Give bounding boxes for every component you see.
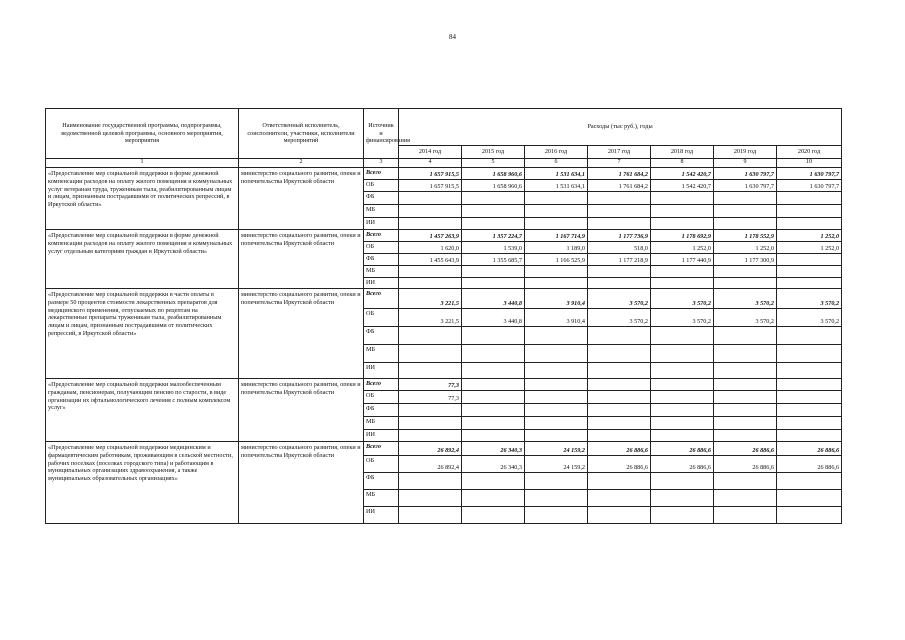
amount-cell	[525, 430, 588, 442]
amount-cell	[588, 490, 651, 507]
amount-cell: 26 886,6	[714, 456, 777, 473]
amount-cell	[777, 345, 842, 363]
amount-cell	[525, 379, 588, 391]
amount-cell	[399, 278, 462, 289]
measure-name: «Предоставление мер социальной поддержки в форме денежной компенсации расходов на оплату жилого помещения и коммунальных услуг ветеранам труда, труженикам тыла, реабилитированным лицам и лицам, признанным пострадавшими от политических репрессий, в Иркутской области»	[46, 168, 239, 230]
column-number: 7	[588, 159, 651, 168]
funding-source: Всего	[364, 168, 399, 180]
measure-name: «Предоставление мер социальной поддержки малообеспеченным гражданам, пенсионерам, получающим пенсию по старости, в виде организации их офтальмологического лечения с полным комплексом услуг»	[46, 379, 239, 442]
amount-cell: 1 630 797,7	[714, 180, 777, 192]
amount-cell: 1 620,0	[399, 242, 462, 254]
amount-cell: 3 221,5	[399, 309, 462, 327]
amount-cell: 3 570,2	[651, 309, 714, 327]
amount-cell: 1 658 960,6	[462, 180, 525, 192]
amount-cell	[777, 430, 842, 442]
amount-cell	[777, 192, 842, 205]
amount-cell: 1 657 915,5	[399, 180, 462, 192]
amount-cell	[714, 327, 777, 345]
amount-cell: 3 440,8	[462, 309, 525, 327]
amount-cell: 24 159,2	[525, 442, 588, 456]
funding-source: ФБ	[364, 473, 399, 490]
amount-cell: 518,0	[588, 242, 651, 254]
amount-cell: 1 657 915,5	[399, 168, 462, 180]
amount-cell: 1 252,0	[651, 242, 714, 254]
amount-cell: 26 886,6	[777, 442, 842, 456]
amount-cell	[525, 192, 588, 205]
column-number: 4	[399, 159, 462, 168]
funding-source: Всего	[364, 379, 399, 391]
amount-cell: 1 455 643,9	[399, 254, 462, 266]
amount-cell: 1 531 634,1	[525, 168, 588, 180]
amount-cell	[777, 327, 842, 345]
amount-cell	[588, 379, 651, 391]
amount-cell	[525, 363, 588, 379]
amount-cell: 3 910,4	[525, 309, 588, 327]
amount-cell	[525, 404, 588, 417]
amount-cell: 3 221,5	[399, 289, 462, 309]
header-expenses: Расходы (тыс руб.), годы	[399, 109, 842, 146]
amount-cell	[651, 379, 714, 391]
funding-source: МБ	[364, 345, 399, 363]
amount-cell	[777, 254, 842, 266]
amount-cell	[777, 205, 842, 218]
funding-source: Всего	[364, 442, 399, 456]
column-number: 10	[777, 159, 842, 168]
amount-cell	[651, 490, 714, 507]
amount-cell: 1 761 684,2	[588, 180, 651, 192]
amount-cell	[651, 192, 714, 205]
amount-cell: 1 252,0	[714, 242, 777, 254]
amount-cell	[588, 473, 651, 490]
funding-source: ИИ	[364, 507, 399, 524]
funding-source: ИИ	[364, 430, 399, 442]
amount-cell: 1 177 218,9	[588, 254, 651, 266]
amount-cell	[714, 430, 777, 442]
amount-cell: 1 252,0	[777, 230, 842, 242]
amount-cell	[525, 345, 588, 363]
amount-cell	[777, 417, 842, 430]
amount-cell	[651, 266, 714, 278]
amount-cell: 26 886,6	[651, 442, 714, 456]
amount-cell	[462, 192, 525, 205]
amount-cell	[525, 327, 588, 345]
amount-cell	[714, 192, 777, 205]
amount-cell	[777, 507, 842, 524]
amount-cell	[777, 363, 842, 379]
amount-cell: 77,3	[399, 379, 462, 391]
amount-cell	[588, 327, 651, 345]
funding-source: ФБ	[364, 254, 399, 266]
amount-cell	[399, 192, 462, 205]
budget-table	[45, 108, 842, 524]
amount-cell	[399, 266, 462, 278]
amount-cell: 3 440,8	[462, 289, 525, 309]
amount-cell	[525, 278, 588, 289]
amount-cell: 1 457 263,9	[399, 230, 462, 242]
amount-cell	[588, 218, 651, 230]
amount-cell	[462, 266, 525, 278]
funding-source: Всего	[364, 230, 399, 242]
amount-cell: 1 177 300,9	[714, 254, 777, 266]
amount-cell	[462, 363, 525, 379]
amount-cell: 1 167 714,9	[525, 230, 588, 242]
amount-cell	[462, 205, 525, 218]
header-year: 2016 год	[525, 146, 588, 159]
funding-source: ОБ	[364, 242, 399, 254]
amount-cell: 1 177 440,9	[651, 254, 714, 266]
amount-cell: 1 531 634,1	[525, 180, 588, 192]
amount-cell: 1 630 797,7	[777, 168, 842, 180]
amount-cell	[588, 363, 651, 379]
amount-cell	[714, 363, 777, 379]
amount-cell	[525, 507, 588, 524]
header-year: 2015 год	[462, 146, 525, 159]
amount-cell	[714, 205, 777, 218]
amount-cell	[777, 391, 842, 404]
amount-cell	[714, 278, 777, 289]
amount-cell	[714, 417, 777, 430]
amount-cell: 1 357 224,7	[462, 230, 525, 242]
amount-cell	[399, 507, 462, 524]
measure-name: «Предоставление мер социальной поддержки медицинским и фармацевтическим работникам, проживающим в сельской местности, рабочих поселках (поселках городского типа) и работающим в муниципальных организациях здравоохранения, а также муниципальных образовательных организациях»	[46, 442, 239, 524]
amount-cell	[399, 473, 462, 490]
funding-source: МБ	[364, 490, 399, 507]
amount-cell	[777, 266, 842, 278]
amount-cell	[714, 507, 777, 524]
measure-name: «Предоставление мер социальной поддержки в форме денежной компенсации расходов на оплату жилого помещения и коммунальных услуг отдельным категориям граждан в Иркутской области»	[46, 230, 239, 289]
amount-cell	[588, 417, 651, 430]
amount-cell	[714, 490, 777, 507]
amount-cell	[651, 205, 714, 218]
amount-cell	[399, 417, 462, 430]
funding-source: ОБ	[364, 391, 399, 404]
amount-cell: 26 892,4	[399, 442, 462, 456]
amount-cell	[399, 404, 462, 417]
header-executor: Ответственный исполнитель, соисполнители, участники, исполнители мероприятий	[239, 109, 364, 159]
amount-cell	[525, 218, 588, 230]
table-row	[46, 230, 842, 242]
header-year: 2017 год	[588, 146, 651, 159]
amount-cell	[651, 473, 714, 490]
amount-cell: 1 178 552,9	[714, 230, 777, 242]
amount-cell: 1 542 420,7	[651, 168, 714, 180]
column-number: 1	[46, 159, 239, 168]
amount-cell	[462, 327, 525, 345]
column-number: 2	[239, 159, 364, 168]
amount-cell	[525, 391, 588, 404]
amount-cell	[651, 417, 714, 430]
amount-cell	[399, 345, 462, 363]
measure-executor: министерство социального развития, опеки и попечительства Иркутской области	[239, 442, 364, 524]
amount-cell	[651, 363, 714, 379]
funding-source: ФБ	[364, 192, 399, 205]
amount-cell: 1 355 685,7	[462, 254, 525, 266]
funding-source: ОБ	[364, 309, 399, 327]
amount-cell: 26 886,6	[651, 456, 714, 473]
amount-cell: 1 252,0	[777, 242, 842, 254]
measure-executor: министерство социального развития, опеки и попечительства Иркутской области	[239, 168, 364, 230]
amount-cell	[462, 404, 525, 417]
table-row	[46, 168, 842, 180]
amount-cell	[714, 266, 777, 278]
amount-cell	[462, 490, 525, 507]
amount-cell: 1 178 692,9	[651, 230, 714, 242]
amount-cell	[588, 507, 651, 524]
amount-cell: 26 892,4	[399, 456, 462, 473]
funding-source: МБ	[364, 417, 399, 430]
amount-cell: 24 159,2	[525, 456, 588, 473]
funding-source: ОБ	[364, 456, 399, 473]
header-program-name: Наименование государственной программы, подпрограммы, ведомственной целевой программы, основного мероприятия, мероприятия	[46, 109, 239, 159]
amount-cell: 1 630 797,7	[777, 180, 842, 192]
amount-cell: 3 570,2	[714, 309, 777, 327]
table-row	[46, 442, 842, 456]
amount-cell	[777, 404, 842, 417]
header-year: 2014 год	[399, 146, 462, 159]
amount-cell: 1 761 684,2	[588, 168, 651, 180]
amount-cell	[399, 490, 462, 507]
amount-cell	[651, 507, 714, 524]
amount-cell	[777, 379, 842, 391]
measure-executor: министерство социального развития, опеки и попечительства Иркутской области	[239, 289, 364, 379]
amount-cell	[525, 417, 588, 430]
header-source: Источник и финансирования	[364, 109, 399, 159]
amount-cell: 26 340,3	[462, 456, 525, 473]
amount-cell: 26 886,6	[714, 442, 777, 456]
amount-cell: 3 570,2	[777, 289, 842, 309]
amount-cell	[651, 278, 714, 289]
amount-cell	[714, 404, 777, 417]
amount-cell	[714, 345, 777, 363]
amount-cell	[462, 417, 525, 430]
amount-cell	[462, 391, 525, 404]
amount-cell: 1 166 525,9	[525, 254, 588, 266]
column-number: 3	[364, 159, 399, 168]
amount-cell	[588, 345, 651, 363]
amount-cell	[777, 490, 842, 507]
amount-cell	[651, 345, 714, 363]
amount-cell	[777, 473, 842, 490]
table-row	[46, 379, 842, 391]
funding-source: ФБ	[364, 404, 399, 417]
amount-cell	[588, 192, 651, 205]
funding-source: Всего	[364, 289, 399, 309]
funding-source: ОБ	[364, 180, 399, 192]
page-number: 84	[449, 33, 456, 41]
amount-cell: 1 630 797,7	[714, 168, 777, 180]
amount-cell	[462, 345, 525, 363]
amount-cell: 1 542 420,7	[651, 180, 714, 192]
amount-cell	[525, 205, 588, 218]
table-row	[46, 289, 842, 309]
funding-source: ИИ	[364, 363, 399, 379]
funding-source: ИИ	[364, 278, 399, 289]
amount-cell: 3 570,2	[588, 309, 651, 327]
amount-cell: 1 658 960,6	[462, 168, 525, 180]
column-number: 5	[462, 159, 525, 168]
amount-cell: 26 886,6	[777, 456, 842, 473]
amount-cell: 3 570,2	[651, 289, 714, 309]
amount-cell	[462, 379, 525, 391]
column-number: 9	[714, 159, 777, 168]
amount-cell: 77,3	[399, 391, 462, 404]
amount-cell	[399, 218, 462, 230]
amount-cell	[714, 473, 777, 490]
amount-cell	[651, 327, 714, 345]
amount-cell	[462, 507, 525, 524]
header-year: 2018 год	[651, 146, 714, 159]
measure-executor: министерство социального развития, опеки и попечительства Иркутской области	[239, 230, 364, 289]
amount-cell	[399, 327, 462, 345]
amount-cell	[462, 218, 525, 230]
amount-cell	[588, 278, 651, 289]
amount-cell: 3 910,4	[525, 289, 588, 309]
amount-cell: 1 539,0	[462, 242, 525, 254]
amount-cell	[651, 430, 714, 442]
amount-cell: 1 189,0	[525, 242, 588, 254]
column-number: 8	[651, 159, 714, 168]
amount-cell: 3 570,2	[777, 309, 842, 327]
amount-cell	[399, 430, 462, 442]
amount-cell	[777, 278, 842, 289]
amount-cell: 26 886,6	[588, 442, 651, 456]
funding-source: МБ	[364, 205, 399, 218]
amount-cell	[399, 363, 462, 379]
amount-cell	[525, 266, 588, 278]
amount-cell	[588, 430, 651, 442]
amount-cell	[462, 278, 525, 289]
amount-cell: 26 340,3	[462, 442, 525, 456]
funding-source: ФБ	[364, 327, 399, 345]
header-year: 2020 год	[777, 146, 842, 159]
amount-cell	[714, 379, 777, 391]
amount-cell	[525, 473, 588, 490]
amount-cell	[714, 218, 777, 230]
measure-name: «Предоставление мер социальной поддержки в части оплаты в размере 50 процентов стоимости лекарственных препаратов для медицинского применения, отпускаемых по рецептам на лекарственные препараты труженикам тыла, реабилитированным лицам и лицам, признанным пострадавшими от политических репрессий, в Иркутской области»	[46, 289, 239, 379]
amount-cell	[399, 205, 462, 218]
amount-cell	[588, 404, 651, 417]
column-number: 6	[525, 159, 588, 168]
amount-cell	[462, 473, 525, 490]
amount-cell	[777, 218, 842, 230]
amount-cell: 1 177 736,9	[588, 230, 651, 242]
amount-cell	[588, 391, 651, 404]
amount-cell	[651, 391, 714, 404]
amount-cell: 3 570,2	[714, 289, 777, 309]
amount-cell	[588, 266, 651, 278]
amount-cell	[462, 430, 525, 442]
header-year: 2019 год	[714, 146, 777, 159]
amount-cell	[525, 490, 588, 507]
amount-cell: 3 570,2	[588, 289, 651, 309]
amount-cell	[651, 404, 714, 417]
amount-cell	[651, 218, 714, 230]
funding-source: ИИ	[364, 218, 399, 230]
measure-executor: министерство социального развития, опеки и попечительства Иркутской области	[239, 379, 364, 442]
amount-cell	[588, 205, 651, 218]
amount-cell	[714, 391, 777, 404]
funding-source: МБ	[364, 266, 399, 278]
amount-cell: 26 886,6	[588, 456, 651, 473]
